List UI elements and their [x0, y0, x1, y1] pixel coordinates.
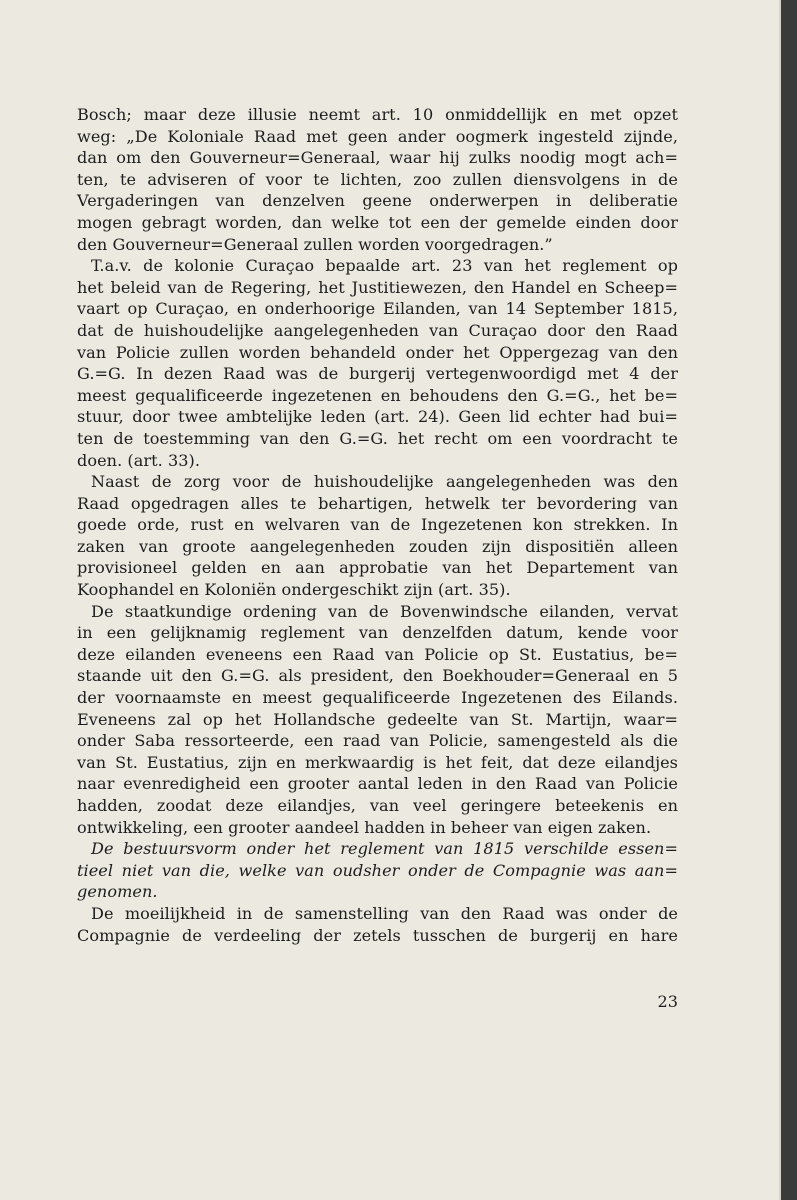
text-line: doen. (art. 33).	[77, 450, 201, 470]
text-line: genomen.	[77, 882, 158, 902]
text-line: De moeilijkheid in de samenstelling van den Raad was onder de	[91, 903, 678, 923]
body-text	[77, 104, 678, 946]
text-line: ontwikkeling, een grooter aandeel hadden in beheer van eigen zaken.	[77, 817, 652, 837]
text-line: dat de huishoudelijke aangelegenheden van Curaçao door den Raad	[77, 320, 678, 340]
text-line: Eveneens zal op het Hollandsche gedeelte van St. Martijn, waar=	[77, 709, 678, 729]
text-line: stuur, door twee ambtelijke leden (art. 24). Geen lid echter had bui=	[77, 407, 678, 427]
text-line: De staatkundige ordening van de Bovenwindsche eilanden, vervat	[91, 601, 678, 621]
text-line: tieel niet van die, welke van oudsher onder de Compagnie was aan=	[77, 860, 678, 880]
text-line: onder Saba ressorteerde, een raad van Policie, samengesteld als die	[77, 731, 678, 751]
text-line: goede orde, rust en welvaren van de Ingezetenen kon strekken. In	[77, 515, 678, 535]
text-line: van St. Eustatius, zijn en merkwaardig is het feit, dat deze eilandjes	[77, 752, 678, 772]
text-line: Vergaderingen van denzelven geene onderwerpen in deliberatie	[77, 191, 678, 211]
text-line: T.a.v. de kolonie Curaçao bepaalde art. 23 van het reglement op	[91, 256, 678, 276]
text-line: ten de toestemming van den G.=G. het recht om een voordracht te	[77, 428, 678, 448]
page-number: 23	[657, 992, 678, 1011]
text-line: deze eilanden eveneens een Raad van Policie op St. Eustatius, be=	[77, 644, 678, 664]
text-line: meest gequalificeerde ingezetenen en behoudens den G.=G., het be=	[77, 385, 678, 405]
text-line: dan om den Gouverneur=Generaal, waar hij zulks noodig mogt ach=	[77, 148, 678, 168]
text-line: in een gelijknamig reglement van denzelfden datum, kende voor	[77, 623, 678, 643]
text-line: Koophandel en Koloniën ondergeschikt zijn (art. 35).	[77, 580, 511, 600]
text-line: naar evenredigheid een grooter aantal leden in den Raad van Policie	[77, 774, 678, 794]
text-line: vaart op Curaçao, en onderhoorige Eilanden, van 14 September 1815,	[77, 299, 678, 319]
text-line: ten, te adviseren of voor te lichten, zoo zullen diensvolgens in de	[77, 169, 678, 189]
text-line: der voornaamste en meest gequalificeerde Ingezetenen des Eilands.	[77, 688, 678, 708]
text-line: Raad opgedragen alles te behartigen, hetwelk ter bevordering van	[77, 493, 678, 513]
text-line: Bosch; maar deze illusie neemt art. 10 onmiddellijk en met opzet	[77, 105, 678, 124]
text-line: zaken van groote aangelegenheden zouden zijn dispositiën alleen	[77, 536, 678, 556]
text-line: provisioneel gelden en aan approbatie van het Departement van	[77, 558, 678, 578]
text-line: Naast de zorg voor de huishoudelijke aangelegenheden was den	[91, 472, 678, 492]
scan-border	[781, 0, 797, 1200]
text-line: het beleid van de Regering, het Justitiewezen, den Handel en Scheep=	[77, 277, 678, 297]
text-line: De bestuursvorm onder het reglement van 1815 verschilde essen=	[91, 839, 678, 859]
text-line: mogen gebragt worden, dan welke tot een der gemelde einden door	[77, 212, 678, 232]
text-line: den Gouverneur=Generaal zullen worden voorgedragen.”	[77, 234, 553, 254]
text-line: G.=G. In dezen Raad was de burgerij vertegenwoordigd met 4 der	[77, 364, 678, 384]
text-line: hadden, zoodat deze eilandjes, van veel geringere beteekenis en	[77, 796, 678, 815]
text-line: weg: „De Koloniale Raad met geen ander oogmerk ingesteld zijnde,	[77, 126, 678, 146]
text-line: staande uit den G.=G. als president, den Boekhouder=Generaal en 5	[77, 666, 678, 686]
text-line: Compagnie de verdeeling der zetels tusschen de burgerij en hare	[77, 925, 678, 945]
text-line: van Policie zullen worden behandeld onder het Oppergezag van den	[77, 342, 678, 362]
